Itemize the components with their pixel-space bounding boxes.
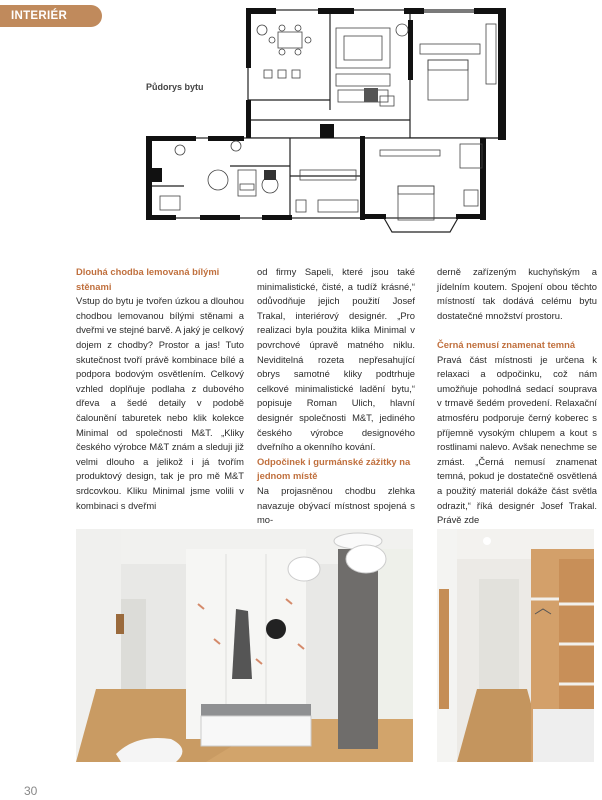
- paragraph-kitchen: derně zařízeným kuchyňským a jídelním koutem. Spojení obou těchto místností tak dodává celému bytu dostatečné množství prostoru.: [437, 266, 597, 321]
- corridor-wardrobe-photo: [437, 529, 594, 762]
- page-number: 30: [24, 784, 38, 798]
- floor-plan-label: Půdorys bytu: [146, 82, 204, 92]
- hallway-photo: [76, 529, 413, 762]
- paragraph-black-carpet: Pravá část místnosti je určena k relaxaci a odpočinku, což nám umožňuje pohodlná sedací souprava v trmavě šedém provedení. Relaxační atmosféru podporuje černý koberec s příjemně vysokým chlupem a kout s rostlinami nalevo. Avšak nenechme se zmást. „Černá nemusí znamenat temná, pokud je dostatečně osvětlená a použitý materiál dokáže část světla odrazit,“ říká designér Josef Trakal. Právě zde: [437, 353, 597, 526]
- article-column-2: [257, 265, 415, 528]
- article-column-3: [437, 265, 597, 528]
- article-column-1: [76, 265, 244, 513]
- heading-hallway: Dlouhá chodba lemovaná bílými stěnami: [76, 266, 220, 292]
- paragraph-living-room: Na projasněnou chodbu zlehka navazuje obývací místnost spojená s mo-: [257, 484, 415, 526]
- section-tag: INTERIÉR: [0, 5, 102, 27]
- paragraph-hallway: Vstup do bytu je tvořen úzkou a dlouhou chodbou lemovanou bílými stěnami a dveřmi ve stejné barvě. A jaký je celkový dojem z chodby? Prostor a jas! Tuto skutečnost tvoří právě kombinace bílé a podpora bodovým osvětlením. Celkový vzhled doplňuje podlaha z dubového dřeva a šedé detaily v podobě čalounění taburetek nebo klik kolekce Minimal od společnosti M&T. „Kliky českého výrobce M&T znám a sleduji již velmi dlouho a jelikož i já tvořím produktový design, tak je pro mě M&T srdcovkou. Kliku Minimal jsme volili v kombinaci s dveřmi: [76, 295, 244, 511]
- heading-black-not-dark: Černá nemusí znamenat temná: [437, 338, 576, 350]
- paragraph-handles: od firmy Sapeli, které jsou také minimalistické, čisté, a tudíž krásné,“ odůvodňuje jejich použití Josef Trakal, interiérový designér. „Pro realizaci byla použita klika Minimal v povrchové úpravě matného niklu. Neviditelná rozeta nepřesahující obrys samotné kliky podtrhuje celkové minimalistické ladění bytu,“ popisuje Roman Ulich, hlavní designér společnosti M&T, jediného českého výrobce designového dveřního a okenního kování.: [257, 266, 415, 453]
- heading-relax-gourmet: Odpočinek i gurmánské zážitky na jednom místě: [257, 455, 411, 482]
- floor-plan: [0, 0, 602, 260]
